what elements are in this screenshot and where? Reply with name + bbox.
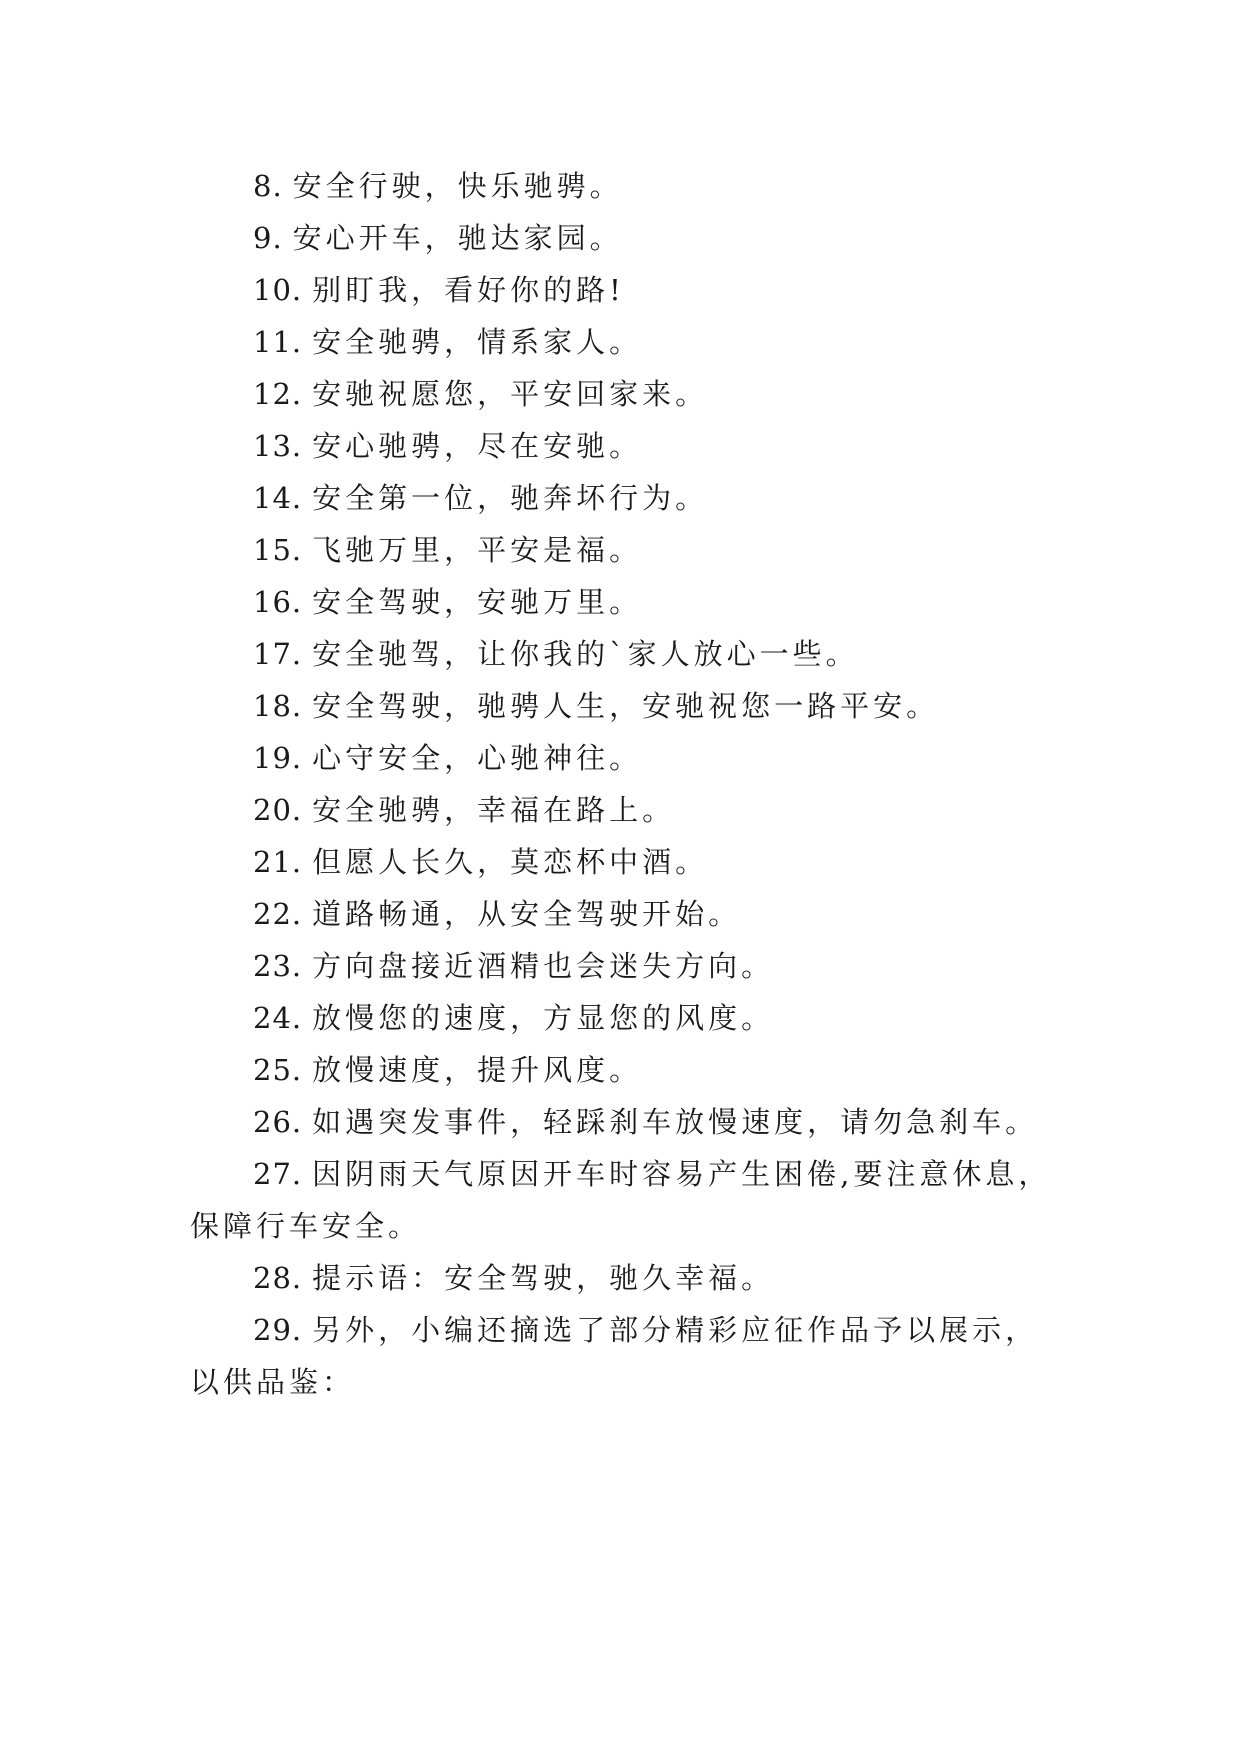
item-number: 11. bbox=[253, 325, 303, 359]
item-text: 安全驰骋，幸福在路上。 bbox=[312, 793, 676, 827]
list-item bbox=[253, 530, 642, 570]
item-text: 心守安全，心驰神往。 bbox=[312, 741, 643, 775]
item-text: 安全驾驶，驰骋人生，安驰祝您一路平安。 bbox=[312, 689, 940, 723]
list-item bbox=[253, 218, 623, 258]
list-item bbox=[253, 1154, 1051, 1194]
list-item bbox=[253, 946, 774, 986]
item-number: 15. bbox=[253, 533, 303, 567]
list-item bbox=[253, 894, 741, 934]
item-number: 10. bbox=[253, 273, 303, 307]
item-text: 道路畅通，从安全驾驶开始。 bbox=[312, 897, 742, 931]
item-number: 9. bbox=[253, 221, 283, 255]
item-text: 如遇突发事件，轻踩刹车放慢速度，请勿急刹车。 bbox=[312, 1105, 1039, 1139]
item-number: 17. bbox=[253, 637, 303, 671]
item-text: 安心驰骋，尽在安驰。 bbox=[312, 429, 643, 463]
item-number: 26. bbox=[253, 1105, 303, 1139]
item-text: 方向盘接近酒精也会迷失方向。 bbox=[312, 949, 775, 983]
list-item bbox=[253, 374, 708, 414]
item-text: 安全驾驶，安驰万里。 bbox=[312, 585, 643, 619]
item-text: 安全第一位，驰奔坏行为。 bbox=[312, 481, 709, 515]
item-number: 19. bbox=[253, 741, 303, 775]
list-item-continuation bbox=[190, 1362, 355, 1402]
list-item bbox=[253, 478, 708, 518]
item-number: 12. bbox=[253, 377, 303, 411]
list-item bbox=[253, 166, 623, 206]
list-item bbox=[253, 322, 642, 362]
item-text: 安全驰骋，情系家人。 bbox=[312, 325, 643, 359]
item-number: 13. bbox=[253, 429, 303, 463]
item-text: 因阴雨天气原因开车时容易产生困倦,要注意休息， bbox=[312, 1157, 1052, 1191]
item-number: 23. bbox=[253, 949, 303, 983]
item-number: 22. bbox=[253, 897, 303, 931]
list-item bbox=[253, 842, 708, 882]
list-item-continuation bbox=[190, 1206, 421, 1246]
list-item bbox=[253, 582, 642, 622]
item-number: 18. bbox=[253, 689, 303, 723]
item-text: 别盯我，看好你的路! bbox=[312, 273, 625, 307]
list-item bbox=[253, 426, 642, 466]
list-item bbox=[253, 1258, 774, 1298]
item-text: 安全行驶，快乐驰骋。 bbox=[292, 169, 623, 203]
item-text: 放慢您的速度，方显您的风度。 bbox=[312, 1001, 775, 1035]
item-number: 29. bbox=[253, 1313, 303, 1347]
item-text: 飞驰万里，平安是福。 bbox=[312, 533, 643, 567]
list-item bbox=[253, 1102, 1038, 1142]
item-text: 放慢速度，提升风度。 bbox=[312, 1053, 643, 1087]
list-item bbox=[253, 270, 625, 310]
item-text: 安心开车，驰达家园。 bbox=[292, 221, 623, 255]
item-number: 14. bbox=[253, 481, 303, 515]
item-text-continuation: 保障行车安全。 bbox=[190, 1209, 422, 1243]
item-text: 但愿人长久，莫恋杯中酒。 bbox=[312, 845, 709, 879]
item-number: 28. bbox=[253, 1261, 303, 1295]
item-number: 8. bbox=[253, 169, 283, 203]
list-item bbox=[253, 738, 642, 778]
list-item bbox=[253, 790, 675, 830]
item-text: 安驰祝愿您，平安回家来。 bbox=[312, 377, 709, 411]
item-number: 16. bbox=[253, 585, 303, 619]
list-item bbox=[253, 998, 774, 1038]
list-item bbox=[253, 686, 939, 726]
item-number: 27. bbox=[253, 1157, 303, 1191]
list-item bbox=[253, 634, 859, 674]
item-number: 24. bbox=[253, 1001, 303, 1035]
item-number: 21. bbox=[253, 845, 303, 879]
item-text-continuation: 以供品鉴： bbox=[190, 1365, 356, 1399]
list-item bbox=[253, 1310, 1038, 1350]
item-text: 提示语：安全驾驶，驰久幸福。 bbox=[312, 1261, 775, 1295]
item-text: 另外，小编还摘选了部分精彩应征作品予以展示， bbox=[312, 1313, 1039, 1347]
item-text: 安全驰驾，让你我的`家人放心一些。 bbox=[312, 637, 859, 671]
list-item bbox=[253, 1050, 642, 1090]
item-number: 20. bbox=[253, 793, 303, 827]
item-number: 25. bbox=[253, 1053, 303, 1087]
